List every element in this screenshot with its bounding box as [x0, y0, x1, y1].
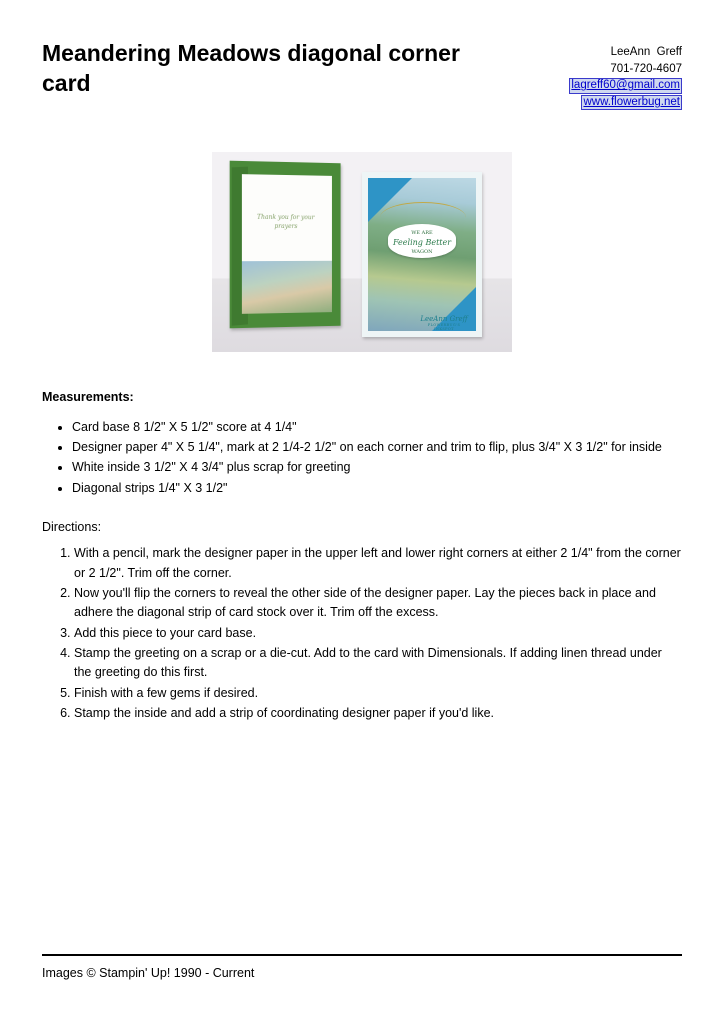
list-item: 4. Stamp the greeting on a scrap or a die-cut. Add to the card with Dimensionals. If adding linen thread under the greeting do this first. [74, 644, 682, 683]
artist-signature [418, 315, 470, 335]
card-inside-panel [242, 174, 332, 314]
contact-website-link[interactable]: www.flowerbug.net [581, 95, 682, 110]
card-samples-image [212, 152, 512, 352]
list-item: • Card base 8 1/2" X 5 1/2" score at 4 1/4" [72, 418, 682, 437]
directions-label: Directions: [42, 520, 102, 535]
contact-email-link[interactable]: lagreff60@gmail.com [569, 78, 682, 93]
inside-designer-paper-strip [242, 260, 332, 313]
list-item: 5. Finish with a few gems if desired. [74, 684, 682, 703]
measurements-list [42, 418, 682, 499]
page-title: Meandering Meadows diagonal corner card [42, 40, 460, 97]
contact-phone: 701-720-4607 [610, 62, 682, 75]
directions-list [42, 544, 682, 723]
document-header [42, 0, 682, 111]
folded-card-sample [362, 172, 482, 337]
contact-name: LeeAnn Greff [610, 46, 682, 58]
document-footer [42, 954, 682, 980]
inside-greeting: Thank you for your prayers [257, 213, 315, 230]
project-photo [42, 137, 682, 352]
greeting-line-1: WE ARE [411, 229, 433, 236]
list-item: 3. Add this piece to your card base. [74, 624, 682, 643]
contact-block [532, 38, 682, 111]
signature-subtitle: FLOWERBUG'S INKSPOT [427, 323, 461, 332]
signature-name: LeeAnn Greff [420, 314, 468, 323]
greeting-line-big: Feeling Better [392, 237, 452, 247]
list-item: 6. Stamp the inside and add a strip of coordinating designer paper if you'd like. [74, 704, 682, 723]
list-item: 1. With a pencil, mark the designer paper in the upper left and lower right corners at either 2 1/4" from the corner or 2 1/2". Trim off the corner. [74, 544, 682, 583]
measurements-heading: Measurements: [42, 389, 134, 404]
footer-copyright: Images © Stampin' Up! 1990 - Current [42, 966, 255, 980]
footer-divider [42, 954, 682, 956]
open-card-sample [230, 160, 341, 328]
greeting-die-cut [388, 224, 456, 258]
list-item: 2. Now you'll flip the corners to reveal the other side of the designer paper. Lay the pieces back in place and adhere the diagonal strip of card stock over it. Trim off the excess. [74, 584, 682, 623]
list-item: • White inside 3 1/2" X 4 3/4" plus scrap for greeting [72, 458, 682, 477]
list-item: • Designer paper 4" X 5 1/4", mark at 2 1/4-2 1/2" on each corner and trim to flip, plus 3/4" X 3 1/2" for inside [72, 438, 682, 457]
greeting-line-3: WAGON [411, 248, 433, 255]
list-item: • Diagonal strips 1/4" X 3 1/2" [72, 479, 682, 498]
